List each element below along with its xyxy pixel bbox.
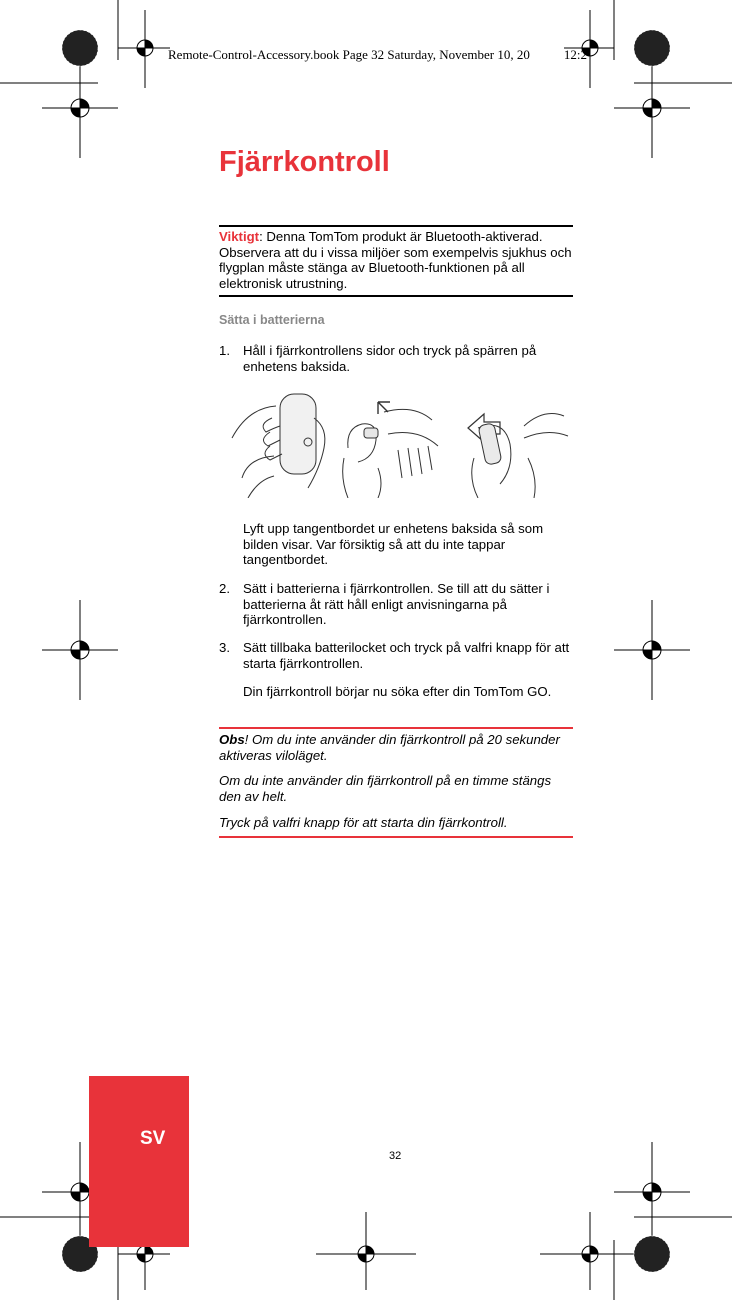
note-label: Obs bbox=[219, 732, 245, 747]
print-slug-text: Remote-Control-Accessory.book Page 32 Saturday, November 10, 20 bbox=[168, 47, 530, 62]
note-bottom-rule bbox=[219, 836, 573, 838]
note-line-1 bbox=[219, 732, 573, 764]
important-notice bbox=[219, 229, 573, 291]
step-number: 2. bbox=[219, 581, 230, 596]
step-text: Sätt tillbaka batterilocket och tryck på valfri knapp för att starta fjärrkontrollen. bbox=[243, 640, 570, 671]
important-text: : Denna TomTom produkt är Bluetooth-aktiverad. Observera att du i vissa miljöer som exempelvis sjukhus och flygplan måste stänga av Bluetooth-funktionen på all elektronisk utrustning. bbox=[219, 229, 572, 291]
page-title: Fjärrkontroll bbox=[219, 146, 390, 178]
print-slug bbox=[168, 47, 587, 63]
print-slug-time: 12:2 bbox=[563, 47, 587, 62]
step-number: 3. bbox=[219, 640, 230, 655]
step-text: Sätt i batterierna i fjärrkontrollen. Se till att du sätter i batterierna åt rätt håll enligt anvisningarna på fjärrkontrollen. bbox=[243, 581, 550, 628]
note-top-rule bbox=[219, 727, 573, 729]
note-text-1: ! Om du inte använder din fjärrkontroll på 20 sekunder aktiveras viloläget. bbox=[219, 732, 560, 763]
note-line-3: Tryck på valfri knapp för att starta din fjärrkontroll. bbox=[219, 815, 508, 830]
step-text: Håll i fjärrkontrollens sidor och tryck på spärren på enhetens baksida. bbox=[243, 343, 537, 374]
important-label: Viktigt bbox=[219, 229, 260, 244]
language-code: SV bbox=[140, 1128, 166, 1149]
step-number: 1. bbox=[219, 343, 230, 358]
battery-illustration bbox=[228, 388, 573, 498]
language-tab bbox=[89, 1076, 189, 1247]
important-bottom-rule bbox=[219, 295, 573, 297]
page-number: 32 bbox=[389, 1150, 402, 1162]
important-top-rule bbox=[219, 225, 573, 227]
section-heading: Sätta i batterierna bbox=[219, 313, 325, 327]
step-3-followup: Din fjärrkontroll börjar nu söka efter din TomTom GO. bbox=[243, 684, 552, 699]
note-line-2: Om du inte använder din fjärrkontroll på en timme stängs den av helt. bbox=[219, 773, 552, 804]
step-1-followup: Lyft upp tangentbordet ur enhetens baksida så som bilden visar. Var försiktig så att du inte tappar tangentbordet. bbox=[243, 521, 544, 568]
